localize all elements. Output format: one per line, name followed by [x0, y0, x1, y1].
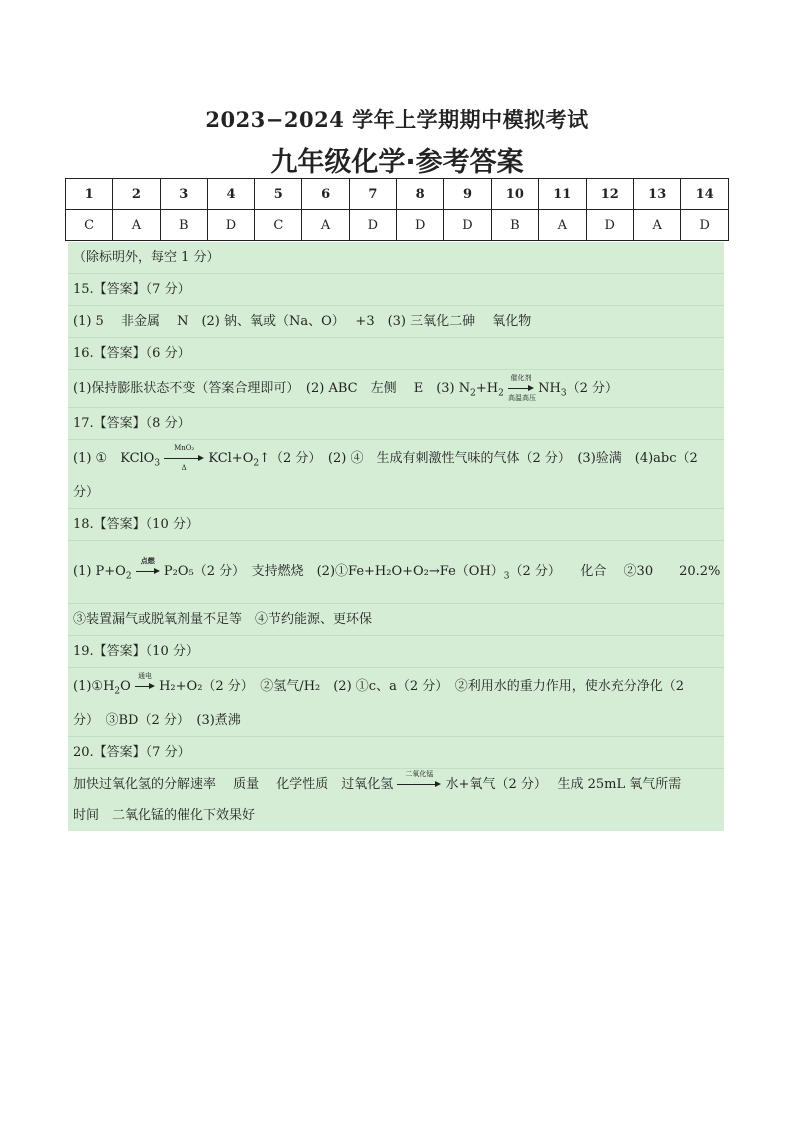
- answer-cell: A: [539, 210, 586, 241]
- q16-header: 16.【答案】（6 分）: [68, 338, 724, 370]
- answer-cell: A: [633, 210, 680, 241]
- question-number-cell: 10: [491, 179, 538, 210]
- answer-cell: B: [160, 210, 207, 241]
- multiple-choice-answer-table: [65, 178, 729, 241]
- question-number-cell: 1: [66, 179, 113, 210]
- answer-cell: D: [444, 210, 491, 241]
- q19-answer: $(1)①H_2O$ 通电 H₂+O₂（2 分） ②氢气/H₂ (2) ①c、a（2 分） ②利用水的重力作用，使水充分净化（2: [73, 671, 684, 697]
- q18-answer: (1) $P+O_2$ 点燃 P₂O₅（2 分） 支持燃烧 $(2)①Fe+H_2O+O_2\to Fe(OH)_3(2$ 分） 化合 ②30 20.2%: [68, 541, 724, 604]
- answer-cell: D: [397, 210, 444, 241]
- question-number-cell: 3: [160, 179, 207, 210]
- answer-cell: A: [113, 210, 160, 241]
- arrow-condition-top: 二氧化锰: [405, 769, 434, 778]
- arrow-condition-top: 点燃: [140, 555, 155, 565]
- q15-header: 15.【答案】（7 分）: [68, 274, 724, 306]
- arrow-condition-bottom: Δ: [181, 463, 187, 472]
- answer-cell: D: [586, 210, 633, 241]
- answer-row: [66, 210, 729, 241]
- q19-answer-continued: 分） ③BD（2 分） (3)煮沸: [68, 705, 724, 737]
- scoring-note: （除标明外，每空 1 分）: [68, 242, 724, 274]
- q19-product: H₂+O₂: [159, 679, 203, 694]
- q17-text-tail: ↑（2 分） (2) ④ 生成有刺激性气味的气体（2 分） (3)验满 (4)abc（2: [259, 451, 698, 466]
- q17-text-pre: (1) ① KClO: [73, 451, 155, 466]
- q18-text-pre: (1) P+O: [73, 564, 126, 579]
- q20-text-post: 水+氧气（2 分） 生成 25mL 氧气所需: [445, 777, 682, 792]
- q18-header: 18.【答案】（10 分）: [68, 509, 724, 541]
- answer-cell: A: [302, 210, 349, 241]
- question-number-cell: 4: [207, 179, 254, 210]
- q15-answer: (1) 5 非金属 N (2) 钠、氧或（Na、O） +3 (3) 三氧化二砷 氧化物: [68, 306, 724, 338]
- question-number-cell: 2: [113, 179, 160, 210]
- answers-section: [68, 242, 724, 831]
- q19-text-pre: (1)①H: [73, 679, 115, 694]
- q18-answer-line2: ③装置漏气或脱氧剂量不足等 ④节约能源、更环保: [68, 604, 724, 636]
- reaction-arrow-icon: [136, 555, 160, 579]
- q16-answer: (1)保持膨胀状态不变（答案合理即可） (2) ABC 左侧 E (3) $N_2+H_2$ 催化剂 高温高压 $NH_3(2$ 分）: [68, 370, 724, 408]
- reaction-arrow-icon: [397, 769, 441, 792]
- q18-product: P₂O₅（2 分）: [163, 564, 239, 579]
- answer-key-title: 九年级化学·参考答案: [270, 147, 524, 178]
- question-number-cell: 7: [349, 179, 396, 210]
- arrow-condition-bottom: 高温高压: [507, 393, 536, 402]
- answer-cell: C: [66, 210, 113, 241]
- reaction-arrow-icon: [164, 443, 204, 472]
- exam-title: 2023−2024 学年上学期期中模拟考试: [205, 107, 589, 132]
- q19-text-o: O: [120, 679, 131, 694]
- question-number-cell: 6: [302, 179, 349, 210]
- question-number-cell: 9: [444, 179, 491, 210]
- q19-header: 19.【答案】（10 分）: [68, 636, 724, 668]
- q18-text-tail: （2 分） 化合 ②30 20.2%: [509, 564, 721, 579]
- q20-answer-continued: 时间 二氧化锰的催化下效果好: [73, 808, 256, 823]
- q17-text-post: KCl+O: [208, 451, 254, 466]
- q20-text-pre: 加快过氧化氢的分解速率 质量 化学性质 过氧化氢: [73, 777, 394, 792]
- answer-cell: D: [207, 210, 254, 241]
- question-number-cell: 12: [586, 179, 633, 210]
- reaction-arrow-icon: [507, 373, 536, 402]
- arrow-condition-top: 通电: [137, 671, 152, 680]
- question-number-cell: 5: [255, 179, 302, 210]
- q20-answer: [68, 769, 724, 800]
- q16-text-pre: (1)保持膨胀状态不变（答案合理即可） (2) ABC 左侧 E (3) N: [73, 381, 471, 396]
- q16-product: NH: [538, 381, 561, 396]
- answer-cell: B: [491, 210, 538, 241]
- answer-cell: C: [255, 210, 302, 241]
- question-number-row: [66, 179, 729, 210]
- question-number-cell: 11: [539, 179, 586, 210]
- reaction-arrow-icon: [135, 671, 155, 694]
- q17-header: 17.【答案】（8 分）: [68, 408, 724, 440]
- q17-answer-continued: 分）: [68, 477, 724, 509]
- answer-cell: D: [349, 210, 396, 241]
- answer-cell: D: [681, 210, 729, 241]
- question-number-cell: 13: [633, 179, 680, 210]
- q17-answer: (1) ① KClO$_3$ MnO₂ Δ $KCl+O_2↑(2$ 分） (2) ④ 生成有刺激性气味的气体（2 分） (3)验满 (4)abc（2: [73, 443, 698, 472]
- arrow-condition-top: MnO₂: [174, 443, 195, 452]
- q19-text-tail: （2 分） ②氢气/H₂ (2) ①c、a（2 分） ②利用水的重力作用，使水充分净化（2: [202, 679, 684, 694]
- q16-text-plus: +H: [475, 381, 499, 396]
- question-number-cell: 14: [681, 179, 729, 210]
- q20-header: 20.【答案】（7 分）: [68, 737, 724, 769]
- q16-text-tail: （2 分）: [566, 381, 618, 396]
- question-number-cell: 8: [397, 179, 444, 210]
- q18-text-mid: 支持燃烧 (2)①Fe+H₂O+O₂→Fe（OH）: [238, 564, 504, 579]
- arrow-condition-top: 催化剂: [510, 373, 532, 382]
